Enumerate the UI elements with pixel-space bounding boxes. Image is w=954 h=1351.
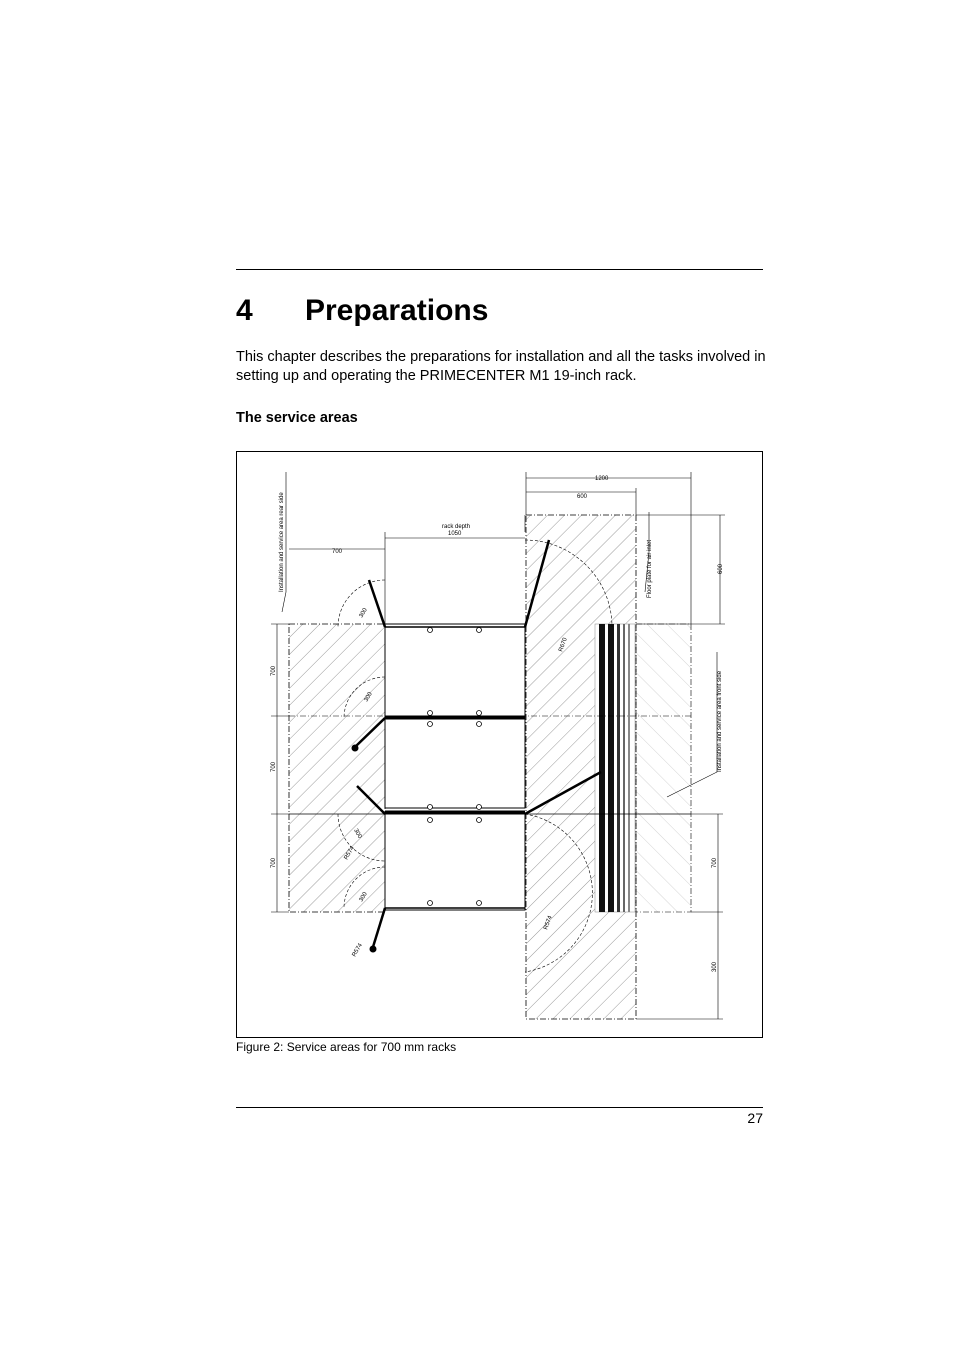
floor-plate-strips bbox=[595, 624, 635, 912]
dim-300-r-label: 300 bbox=[712, 961, 718, 972]
right-area-label: Installation and service area front side bbox=[717, 670, 723, 772]
dim-700-l2-label: 700 bbox=[271, 761, 277, 772]
figure-caption: Figure 2: Service areas for 700 mm racks bbox=[236, 1040, 457, 1054]
dim-600-right-label: 600 bbox=[718, 563, 724, 574]
dim-700-l1-label: 700 bbox=[271, 665, 277, 676]
chapter-title: Preparations bbox=[305, 294, 489, 327]
dim-700-label: 700 bbox=[332, 549, 343, 555]
arc-label-5: R670 bbox=[558, 637, 569, 653]
service-area-drawing bbox=[237, 452, 764, 1039]
dim-600-label: 600 bbox=[577, 494, 588, 500]
floor-plate-label: Floor plate for air inlet bbox=[647, 539, 653, 598]
arc-label-3: 300 bbox=[352, 828, 363, 840]
page-number: 27 bbox=[747, 1110, 763, 1126]
dim-700-r-label: 700 bbox=[712, 857, 718, 868]
figure-service-areas bbox=[236, 451, 763, 1038]
rack-units bbox=[385, 624, 525, 910]
rack-depth-label: rack depth bbox=[442, 524, 471, 530]
arc-label-8: R574 bbox=[543, 915, 554, 931]
arc-label-1: 300 bbox=[358, 607, 369, 619]
top-rule bbox=[236, 269, 763, 270]
chapter-number: 4 bbox=[236, 294, 253, 327]
left-area-label: Installation and service area rear side bbox=[279, 492, 285, 592]
arc-label-2: 300 bbox=[363, 691, 374, 703]
rack-depth-value: 1050 bbox=[448, 531, 462, 537]
section-heading: The service areas bbox=[236, 410, 358, 426]
arc-label-4: 300 bbox=[358, 891, 369, 903]
rear-service-area bbox=[289, 624, 385, 912]
bottom-rule bbox=[236, 1107, 763, 1108]
arc-label-6: R574 bbox=[343, 845, 356, 861]
dim-1200-label: 1200 bbox=[595, 476, 609, 482]
arc-label-7: R574 bbox=[351, 942, 364, 958]
intro-paragraph: This chapter describes the preparations for installation and all the tasks involved in setting up and operating the PRIMECENTER M1 19-inch rack. bbox=[236, 349, 766, 384]
dim-700-l3-label: 700 bbox=[271, 857, 277, 868]
